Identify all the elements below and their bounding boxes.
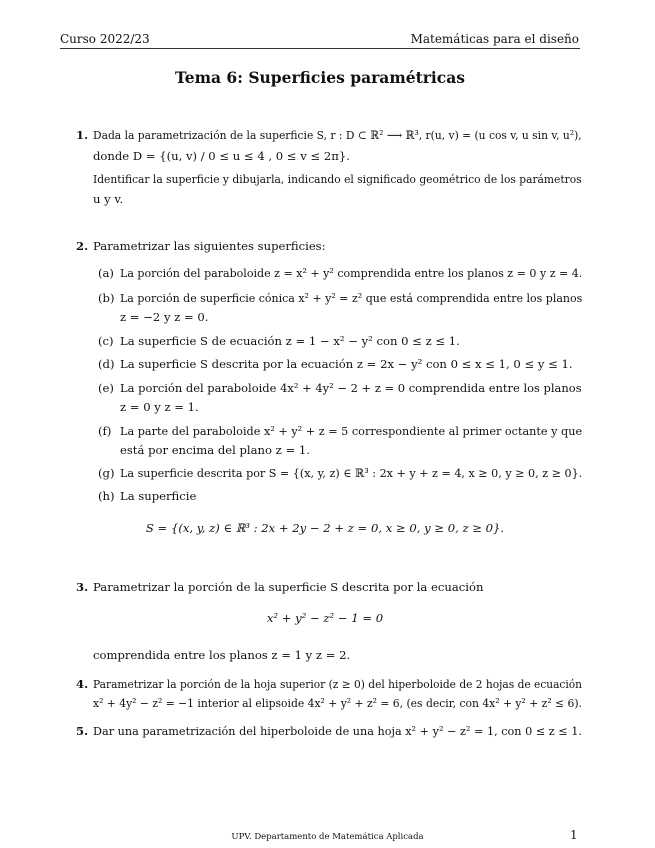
- problem-2-number: 2.: [76, 239, 89, 253]
- item-d-text: La superficie S descrita por la ecuación z = 2x − y² con 0 ≤ x ≤ 1, 0 ≤ y ≤ 1.: [120, 357, 573, 371]
- item-d-label: (d): [98, 357, 115, 371]
- page-title: Tema 6: Superficies paramétricas: [174, 68, 466, 87]
- problem-5-line: Dar una parametrización del hiperboloide de una hoja x² + y² − z² = 1, con 0 ≤ z ≤ 1.: [93, 724, 582, 738]
- item-a-label: (a): [98, 266, 114, 280]
- item-e-text: La porción del paraboloide 4x² + 4y² − 2 + z = 0 comprendida entre los planos: [120, 381, 582, 395]
- item-f-text: La parte del paraboloide x² + y² + z = 5 correspondiente al primer octante y que: [120, 424, 583, 438]
- item-h-text: La superficie: [120, 489, 197, 503]
- item-e-text: z = 0 y z = 1.: [120, 400, 199, 414]
- problem-3-line: comprendida entre los planos z = 1 y z = 2.: [93, 648, 351, 662]
- problem-4-number: 4.: [76, 677, 89, 691]
- item-g-label: (g): [98, 466, 115, 480]
- problem-5-number: 5.: [76, 724, 89, 738]
- problem-1-line: u y v.: [93, 192, 124, 206]
- problem-1-line: Identificar la superficie y dibujarla, indicando el significado geométrico de los parámetros: [93, 172, 582, 186]
- item-f-label: (f): [98, 424, 112, 438]
- item-c-label: (c): [98, 334, 114, 348]
- problem-4-line: Parametrizar la porción de la hoja superior (z ≥ 0) del hiperboloide de 2 hojas de ecuación: [93, 677, 583, 691]
- item-a-text: La porción del paraboloide z = x² + y² comprendida entre los planos z = 0 y z = 4.: [120, 266, 583, 280]
- problem-3-line: Parametrizar la porción de la superficie S descrita por la ecuación: [93, 580, 484, 594]
- subject-header: Matemáticas para el diseño: [410, 32, 579, 46]
- item-b-text: La porción de superficie cónica x² + y² = z² que está comprendida entre los planos: [120, 291, 583, 305]
- problem-3-number: 3.: [76, 580, 89, 594]
- display-equation-h: S = {(x, y, z) ∈ ℝ³ : 2x + 2y − 2 + z = 0, x ≥ 0, y ≥ 0, z ≥ 0}.: [145, 521, 505, 535]
- course-header: Curso 2022/23: [60, 32, 150, 46]
- display-equation-3: x² + y² − z² − 1 = 0: [266, 611, 384, 625]
- item-b-label: (b): [98, 291, 115, 305]
- footer-department: UPV. Departamento de Matemática Aplicada: [231, 832, 424, 842]
- item-e-label: (e): [98, 381, 114, 395]
- problem-2-intro: Parametrizar las siguientes superficies:: [93, 239, 326, 253]
- problem-1-line: donde D = {(u, v) / 0 ≤ u ≤ 4 , 0 ≤ v ≤ 2π}.: [93, 149, 350, 163]
- item-h-label: (h): [98, 489, 115, 503]
- item-b-text: z = −2 y z = 0.: [120, 310, 209, 324]
- problem-1-number: 1.: [76, 128, 89, 142]
- page-number: 1: [570, 828, 578, 842]
- problem-4-line: x² + 4y² − z² = −1 interior al elipsoide 4x² + y² + z² = 6, (es decir, con 4x² + y² + z² ≤ 6).: [93, 696, 582, 710]
- problem-1-line: Dada la parametrización de la superficie S, r : D ⊂ ℝ² ⟶ ℝ³, r(u, v) = (u cos v, u sin v, u²),: [93, 128, 582, 142]
- item-c-text: La superficie S de ecuación z = 1 − x² − y² con 0 ≤ z ≤ 1.: [120, 334, 460, 348]
- item-f-text: está por encima del plano z = 1.: [120, 443, 310, 457]
- header-rule: [60, 48, 580, 49]
- item-g-text: La superficie descrita por S = {(x, y, z) ∈ ℝ³ : 2x + y + z = 4, x ≥ 0, y ≥ 0, z ≥ 0}.: [120, 466, 583, 480]
